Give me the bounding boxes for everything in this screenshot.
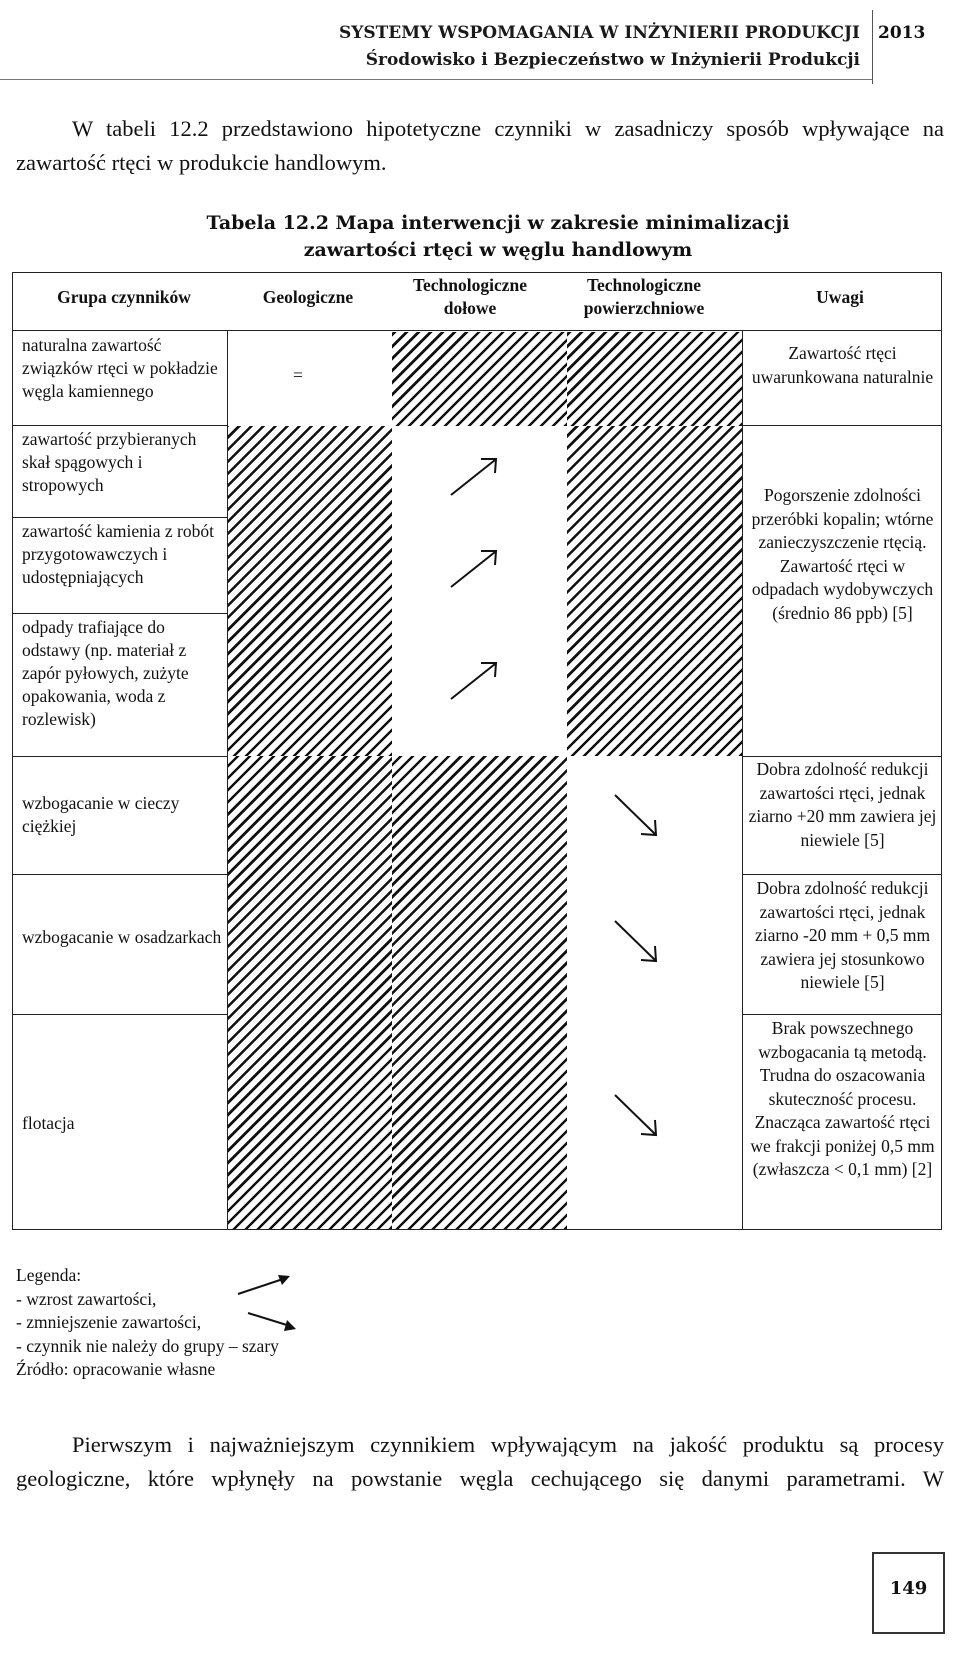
header-titles [339,20,860,74]
no-change-symbol: = [293,365,303,385]
decrease-arrow-icon [612,1092,660,1138]
row-divider [12,756,227,757]
factor-text: zawartość kamienia z robót przygotowawczych i udostępniających [22,521,214,587]
legend-title: Legenda: [16,1265,82,1285]
header-line-1: SYSTEMY WSPOMAGANIA W INŻYNIERII PRODUKCJI [338,23,860,43]
row-divider [12,874,227,875]
column-header-geologiczne: Geologiczne [262,287,354,307]
running-header [0,0,960,84]
row-divider [742,1014,942,1015]
header-divider-horizontal [0,79,872,80]
increase-arrow-icon [448,454,502,498]
row-divider [12,1014,227,1015]
column-divider [742,330,743,1230]
column-header-grupa: Grupa czynników [57,287,191,307]
row-divider [742,756,942,757]
factor-text: odpady trafiające do odstawy (np. materiał z zapór pyłowych, zużyte opakowania, woda z rozlewisk) [22,617,189,729]
legend-increase: - wzrost zawartości, [16,1288,157,1309]
factor-text: zawartość przybieranych skał spągowych i stropowych [22,429,197,495]
legend-decrease-arrow-icon [246,1310,298,1334]
row-divider [12,425,227,426]
column-header-dolowe: Technologiczne dołowe [412,275,528,318]
header-divider-vertical [872,10,873,84]
factor-text: flotacja [22,1113,75,1133]
table-caption-line-2: zawartości rtęci w węglu handlowym [303,239,693,261]
table-caption-line-1: Tabela 12.2 Mapa interwencji w zakresie minimalizacji [206,212,790,234]
decrease-arrow-icon [612,792,660,838]
remark-text: Zawartość rtęci uwarunkowana naturalnie [751,343,934,387]
increase-arrow-icon [448,658,502,702]
legend-not-in-group: - czynnik nie należy do grupy – szary [16,1335,279,1356]
factor-text: naturalna zawartość związków rtęci w pokładzie węgla kamiennego [22,335,218,401]
column-divider [227,330,228,1230]
page-number: 149 [889,1578,928,1599]
row-divider [742,425,942,426]
remark-text: Dobra zdolność redukcji zawartości rtęci, jednak ziarno +20 mm zawiera jej niewiele [5] [748,759,937,850]
legend-source: Źródło: opracowanie własne [16,1359,216,1379]
remark-text: Pogorszenie zdolności przeróbki kopalin; wtórne zanieczyszczenie rtęcią. Zawartość rtęci w odpadach wydobywczych (średnio 86 ppb) [5] [751,485,934,623]
legend-increase-arrow-icon [236,1272,292,1298]
intro-paragraph: W tabeli 12.2 przedstawiono hipotetyczne czynniki w zasadniczy sposób wpływające na zawartość rtęci w produkcie handlowym. [16,116,944,175]
factor-text: wzbogacanie w osadzarkach [22,927,222,947]
column-header-powierzchniowe: Technologiczne powierzchniowe [583,275,705,318]
factor-text: wzbogacanie w cieczy ciężkiej [22,793,180,836]
header-line-2: Środowisko i Bezpieczeństwo w Inżynierii Produkcji [365,50,860,70]
decrease-arrow-icon [612,918,660,964]
table-caption [168,210,828,264]
row-divider [12,517,227,518]
row-divider [742,874,942,875]
legend-decrease: - zmniejszenie zawartości, [16,1312,202,1332]
header-year: 2013 [878,23,926,43]
page-number-box [872,1552,945,1634]
increase-arrow-icon [448,546,502,590]
remark-text: Brak powszechnego wzbogacania tą metodą. Trudna do oszacowania skuteczność procesu. Znacząca zawartość rtęci we frakcji poniżej 0,5 mm (zwłaszcza < 0,1 mm) [2] [750,1018,935,1179]
table-header-rule [12,330,942,331]
remark-text: Dobra zdolność redukcji zawartości rtęci, jednak ziarno -20 mm + 0,5 mm zawiera jej stosunkowo niewiele [5] [754,878,931,992]
row-divider [12,613,227,614]
closing-paragraph: Pierwszym i najważniejszym czynnikiem wpływającym na jakość produktu są procesy geologiczne, które wpłynęły na powstanie węgla cechującego się danymi parametrami. W [16,1432,944,1491]
column-header-uwagi: Uwagi [816,287,864,307]
